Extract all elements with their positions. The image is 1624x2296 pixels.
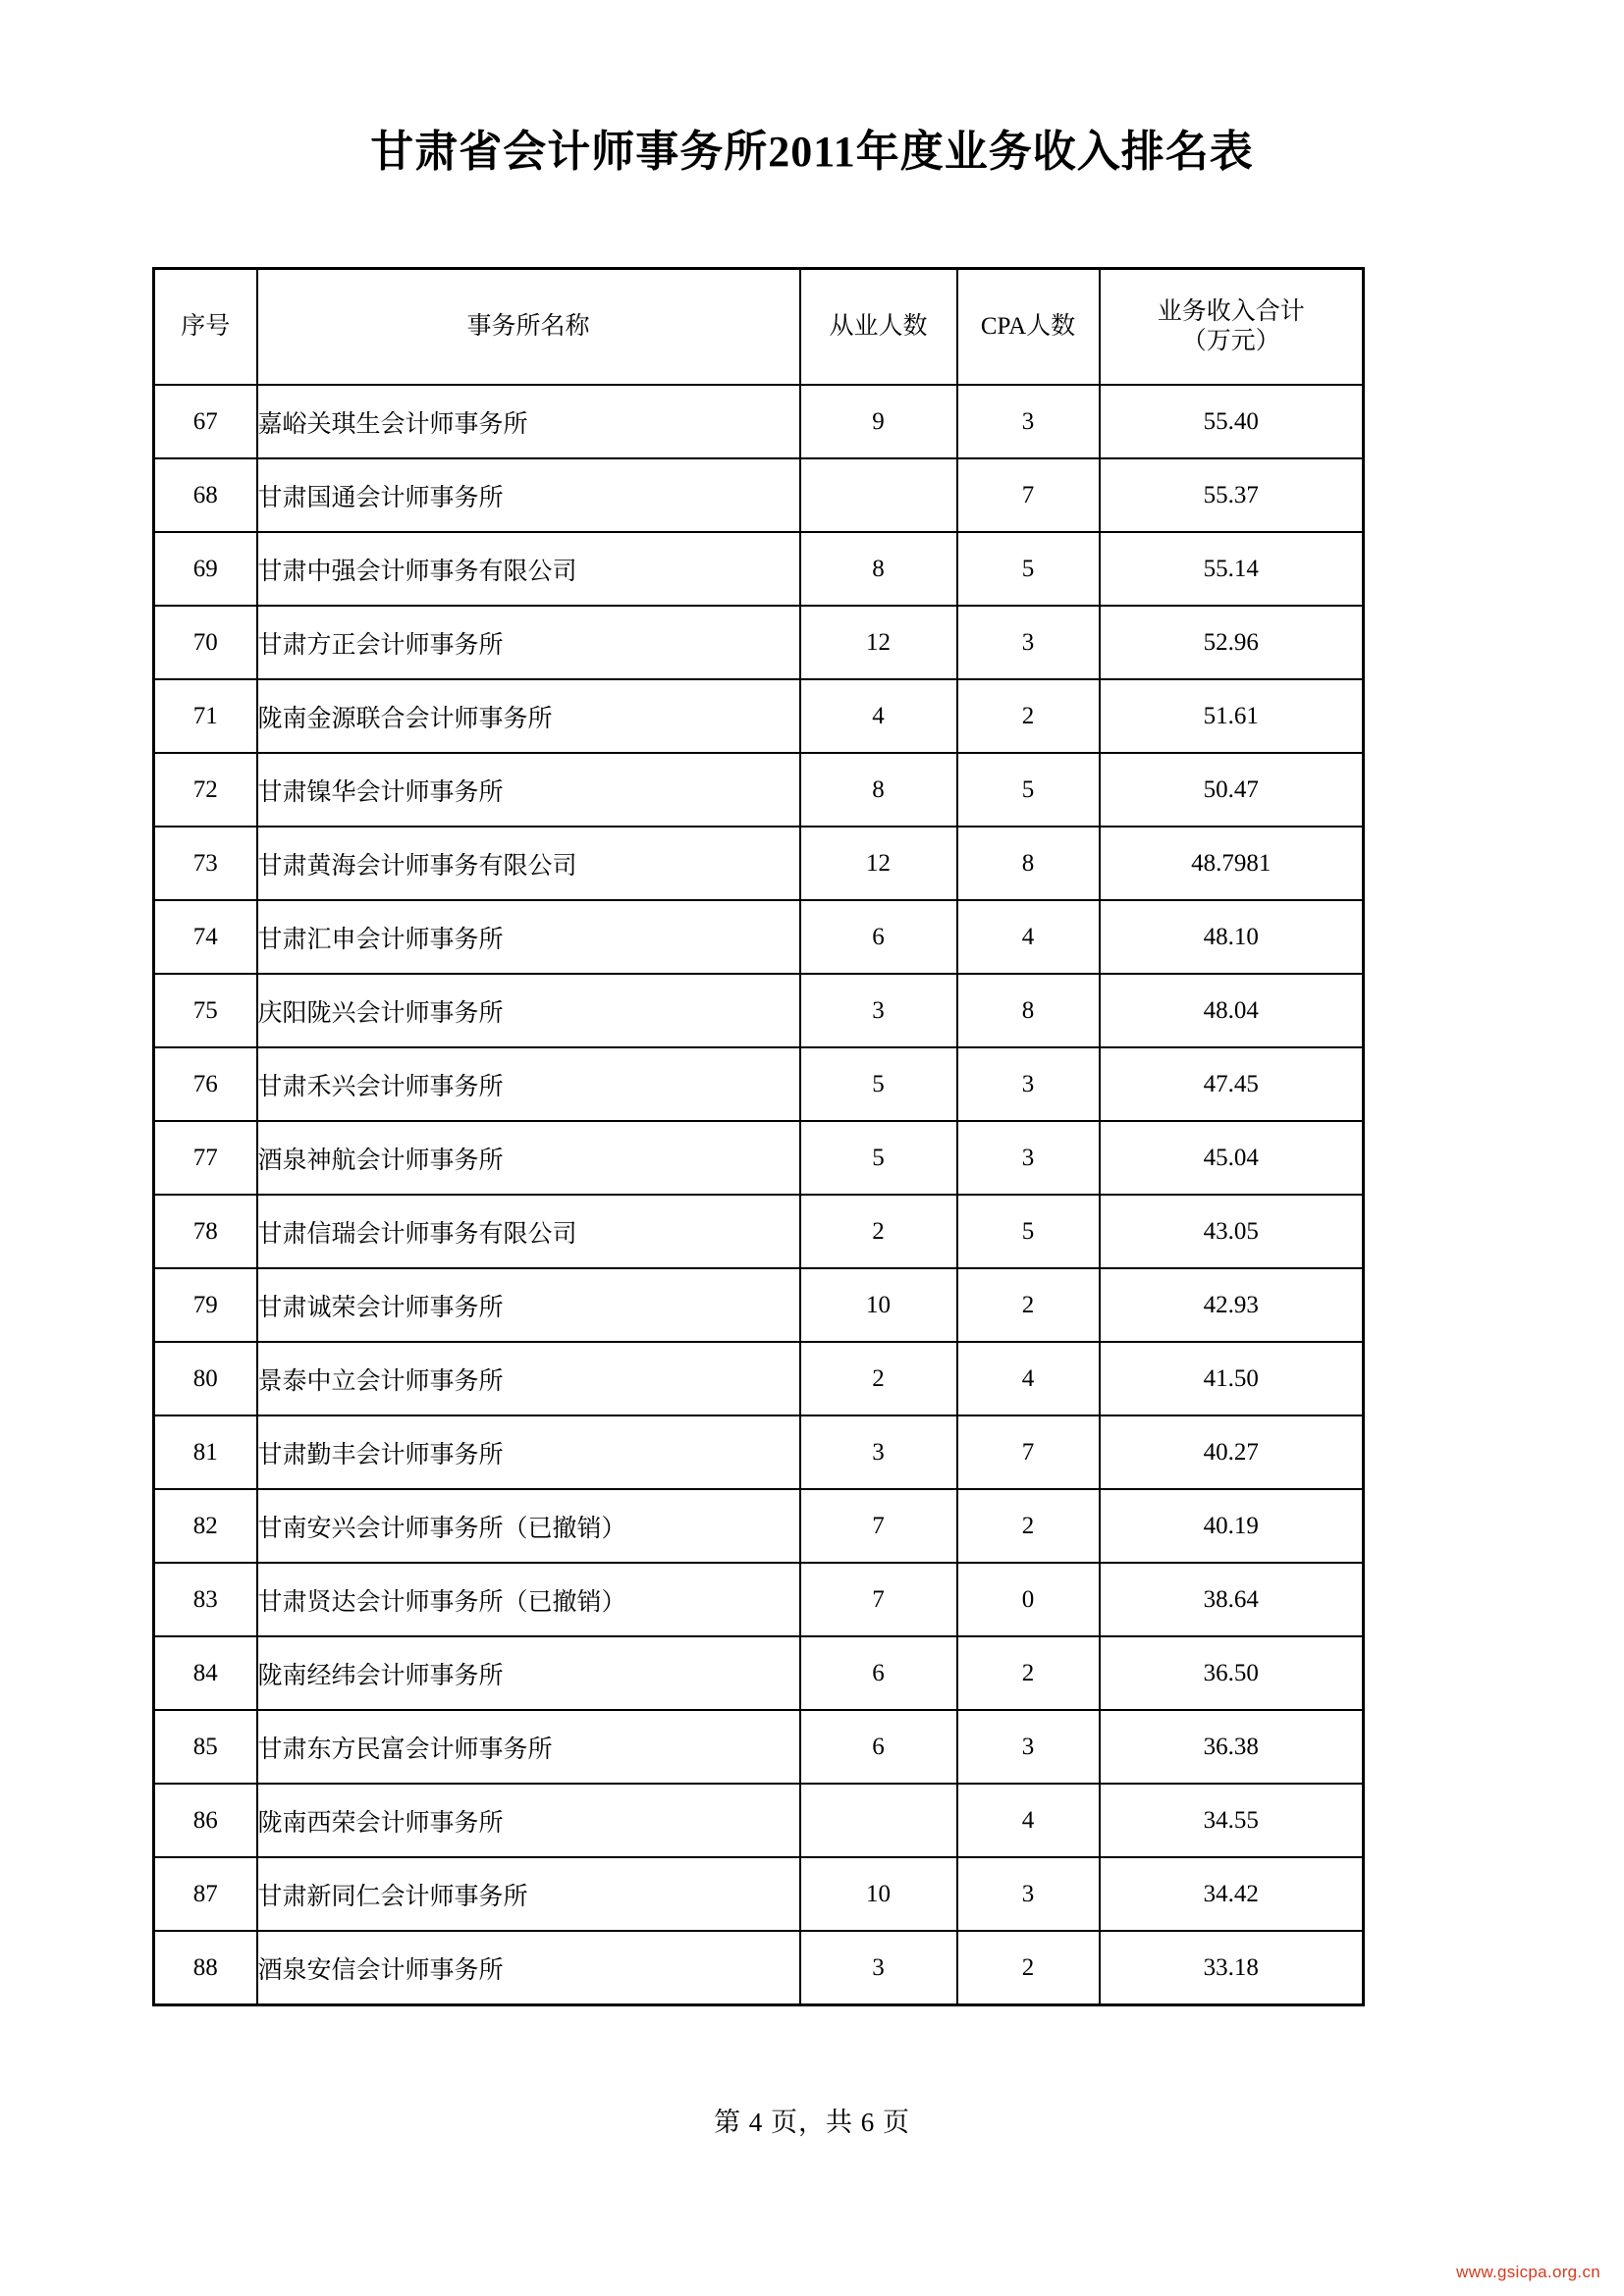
cell-index: 85 [154, 1710, 257, 1784]
cell-staff-count: 3 [800, 1415, 957, 1489]
cell-index: 70 [154, 606, 257, 679]
cell-index: 81 [154, 1415, 257, 1489]
cell-firm-name: 甘肃方正会计师事务所 [257, 606, 800, 679]
cell-staff-count: 3 [800, 1931, 957, 2005]
cell-staff-count [800, 458, 957, 532]
cell-firm-name: 甘肃诚荣会计师事务所 [257, 1268, 800, 1342]
cell-firm-name: 甘南安兴会计师事务所（已撤销） [257, 1489, 800, 1563]
cell-revenue: 52.96 [1100, 606, 1364, 679]
cell-cpa-count: 3 [957, 1047, 1100, 1121]
cell-staff-count: 10 [800, 1268, 957, 1342]
cell-cpa-count: 5 [957, 1195, 1100, 1268]
table-row [154, 827, 1364, 900]
cell-staff-count: 2 [800, 1195, 957, 1268]
table-row [154, 532, 1364, 606]
cell-revenue: 48.10 [1100, 900, 1364, 974]
column-header-revenue [1100, 269, 1364, 386]
cell-cpa-count: 4 [957, 1342, 1100, 1415]
cell-firm-name: 景泰中立会计师事务所 [257, 1342, 800, 1415]
table-row [154, 385, 1364, 458]
site-url-watermark: www.gsicpa.org.cn [1456, 2263, 1600, 2281]
cell-staff-count: 3 [800, 974, 957, 1047]
cell-revenue: 55.14 [1100, 532, 1364, 606]
cell-cpa-count: 0 [957, 1563, 1100, 1636]
cell-index: 68 [154, 458, 257, 532]
table-row [154, 1636, 1364, 1710]
table-body [154, 385, 1364, 2005]
cell-index: 87 [154, 1857, 257, 1931]
table-row [154, 679, 1364, 753]
cell-index: 67 [154, 385, 257, 458]
cell-firm-name: 陇南经纬会计师事务所 [257, 1636, 800, 1710]
cell-index: 69 [154, 532, 257, 606]
cell-revenue: 34.42 [1100, 1857, 1364, 1931]
cell-index: 84 [154, 1636, 257, 1710]
cell-staff-count: 6 [800, 1636, 957, 1710]
cell-revenue: 43.05 [1100, 1195, 1364, 1268]
cell-cpa-count: 5 [957, 753, 1100, 827]
cell-staff-count: 9 [800, 385, 957, 458]
cell-cpa-count: 3 [957, 385, 1100, 458]
cell-firm-name: 甘肃东方民富会计师事务所 [257, 1710, 800, 1784]
cell-index: 80 [154, 1342, 257, 1415]
cell-index: 77 [154, 1121, 257, 1195]
cell-firm-name: 庆阳陇兴会计师事务所 [257, 974, 800, 1047]
cell-staff-count: 8 [800, 753, 957, 827]
table-row [154, 1121, 1364, 1195]
cell-revenue: 48.7981 [1100, 827, 1364, 900]
cell-cpa-count: 2 [957, 679, 1100, 753]
cell-cpa-count: 2 [957, 1931, 1100, 2005]
ranking-table-container [152, 267, 1362, 2006]
page-number-footer: 第 4 页，共 6 页 [714, 2108, 910, 2137]
cell-firm-name: 甘肃黄海会计师事务有限公司 [257, 827, 800, 900]
cell-revenue: 47.45 [1100, 1047, 1364, 1121]
ranking-table [152, 267, 1365, 2006]
column-header-revenue-line1: 业务收入合计 [1157, 297, 1305, 325]
page-title: 甘肃省会计师事务所2011年度业务收入排名表 [370, 128, 1254, 176]
cell-revenue: 38.64 [1100, 1563, 1364, 1636]
cell-staff-count: 8 [800, 532, 957, 606]
cell-staff-count: 12 [800, 827, 957, 900]
column-header-index: 序号 [154, 269, 257, 386]
cell-revenue: 42.93 [1100, 1268, 1364, 1342]
cell-cpa-count: 8 [957, 827, 1100, 900]
cell-staff-count: 6 [800, 900, 957, 974]
table-row [154, 1710, 1364, 1784]
cell-index: 74 [154, 900, 257, 974]
cell-revenue: 34.55 [1100, 1784, 1364, 1857]
cell-revenue: 48.04 [1100, 974, 1364, 1047]
table-header-row [154, 269, 1364, 386]
cell-firm-name: 甘肃贤达会计师事务所（已撤销） [257, 1563, 800, 1636]
cell-staff-count: 2 [800, 1342, 957, 1415]
table-row [154, 606, 1364, 679]
cell-revenue: 51.61 [1100, 679, 1364, 753]
cell-revenue: 55.37 [1100, 458, 1364, 532]
table-row [154, 1857, 1364, 1931]
cell-index: 86 [154, 1784, 257, 1857]
cell-revenue: 41.50 [1100, 1342, 1364, 1415]
table-row [154, 1784, 1364, 1857]
cell-firm-name: 甘肃信瑞会计师事务有限公司 [257, 1195, 800, 1268]
cell-staff-count: 12 [800, 606, 957, 679]
table-row [154, 458, 1364, 532]
cell-firm-name: 酒泉安信会计师事务所 [257, 1931, 800, 2005]
cell-firm-name: 嘉峪关琪生会计师事务所 [257, 385, 800, 458]
cell-firm-name: 甘肃镍华会计师事务所 [257, 753, 800, 827]
cell-firm-name: 甘肃新同仁会计师事务所 [257, 1857, 800, 1931]
table-row [154, 1268, 1364, 1342]
cell-index: 72 [154, 753, 257, 827]
table-row [154, 1195, 1364, 1268]
cell-index: 78 [154, 1195, 257, 1268]
table-row [154, 1047, 1364, 1121]
cell-firm-name: 甘肃中强会计师事务有限公司 [257, 532, 800, 606]
table-row [154, 1931, 1364, 2005]
cell-revenue: 45.04 [1100, 1121, 1364, 1195]
column-header-revenue-line2: （万元） [1181, 328, 1280, 354]
column-header-cpa-count: CPA人数 [957, 269, 1100, 386]
cell-index: 83 [154, 1563, 257, 1636]
table-row [154, 974, 1364, 1047]
column-header-staff-count: 从业人数 [800, 269, 957, 386]
cell-revenue: 50.47 [1100, 753, 1364, 827]
cell-cpa-count: 5 [957, 532, 1100, 606]
cell-cpa-count: 4 [957, 900, 1100, 974]
cell-revenue: 33.18 [1100, 1931, 1364, 2005]
cell-firm-name: 陇南西荣会计师事务所 [257, 1784, 800, 1857]
cell-revenue: 36.38 [1100, 1710, 1364, 1784]
cell-staff-count: 5 [800, 1121, 957, 1195]
cell-index: 88 [154, 1931, 257, 2005]
cell-index: 76 [154, 1047, 257, 1121]
cell-cpa-count: 3 [957, 606, 1100, 679]
cell-firm-name: 酒泉神航会计师事务所 [257, 1121, 800, 1195]
table-row [154, 1415, 1364, 1489]
table-row [154, 900, 1364, 974]
cell-cpa-count: 2 [957, 1489, 1100, 1563]
cell-index: 75 [154, 974, 257, 1047]
cell-staff-count: 7 [800, 1563, 957, 1636]
cell-index: 82 [154, 1489, 257, 1563]
table-row [154, 1489, 1364, 1563]
cell-staff-count [800, 1784, 957, 1857]
cell-cpa-count: 7 [957, 1415, 1100, 1489]
cell-staff-count: 6 [800, 1710, 957, 1784]
cell-cpa-count: 2 [957, 1636, 1100, 1710]
table-row [154, 1342, 1364, 1415]
cell-staff-count: 7 [800, 1489, 957, 1563]
cell-firm-name: 甘肃国通会计师事务所 [257, 458, 800, 532]
cell-revenue: 40.19 [1100, 1489, 1364, 1563]
cell-index: 73 [154, 827, 257, 900]
cell-firm-name: 陇南金源联合会计师事务所 [257, 679, 800, 753]
cell-index: 71 [154, 679, 257, 753]
cell-cpa-count: 3 [957, 1121, 1100, 1195]
cell-staff-count: 5 [800, 1047, 957, 1121]
cell-cpa-count: 3 [957, 1857, 1100, 1931]
cell-revenue: 55.40 [1100, 385, 1364, 458]
column-header-firm-name: 事务所名称 [257, 269, 800, 386]
cell-staff-count: 10 [800, 1857, 957, 1931]
cell-index: 79 [154, 1268, 257, 1342]
cell-revenue: 40.27 [1100, 1415, 1364, 1489]
cell-cpa-count: 7 [957, 458, 1100, 532]
cell-firm-name: 甘肃汇申会计师事务所 [257, 900, 800, 974]
cell-cpa-count: 8 [957, 974, 1100, 1047]
cell-cpa-count: 2 [957, 1268, 1100, 1342]
cell-firm-name: 甘肃禾兴会计师事务所 [257, 1047, 800, 1121]
cell-revenue: 36.50 [1100, 1636, 1364, 1710]
table-row [154, 1563, 1364, 1636]
table-row [154, 753, 1364, 827]
table-header [154, 269, 1364, 386]
cell-cpa-count: 4 [957, 1784, 1100, 1857]
cell-cpa-count: 3 [957, 1710, 1100, 1784]
cell-staff-count: 4 [800, 679, 957, 753]
cell-firm-name: 甘肃勤丰会计师事务所 [257, 1415, 800, 1489]
